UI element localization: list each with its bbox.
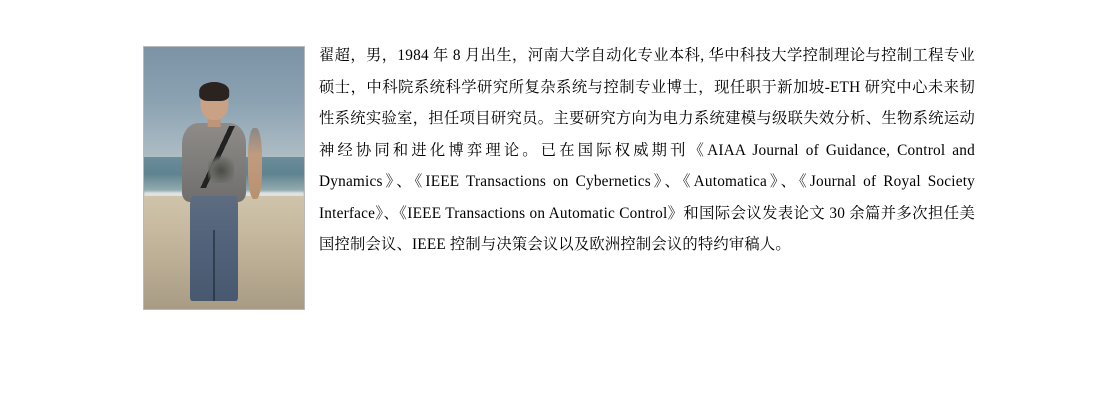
biography-block bbox=[143, 40, 975, 312]
photo-person-right-arm bbox=[248, 128, 262, 199]
portrait-photo bbox=[143, 46, 305, 310]
photo-person-shirt-print bbox=[208, 152, 234, 183]
photo-person-jeans-seam bbox=[213, 230, 215, 301]
biography-paragraph: 翟超，男，1984 年 8 月出生，河南大学自动化专业本科, 华中科技大学控制理论与控制工程专业硕士，中科院系统科学研究所复杂系统与控制专业博士，现任职于新加坡-ETH 研究中心未来韧性系统实验室，担任项目研究员。主要研究方向为电力系统建模与级联失效分析、生物系统运动神经协同和进化博弈理论。已在国际权威期刊《AIAA Journal of Guidance, Control and Dynamics》、《IEEE Transactions on Cybernetics》、《Automatica》、《Journal of Royal Society Interface》、《IEEE Transactions on Automatic Control》和国际会议发表论文 30 余篇并多次担任美国控制会议、IEEE 控制与决策会议以及欧洲控制会议的特约审稿人。 bbox=[319, 47, 975, 253]
photo-person-hair bbox=[200, 82, 230, 100]
photo-person-left-arm bbox=[182, 128, 196, 199]
